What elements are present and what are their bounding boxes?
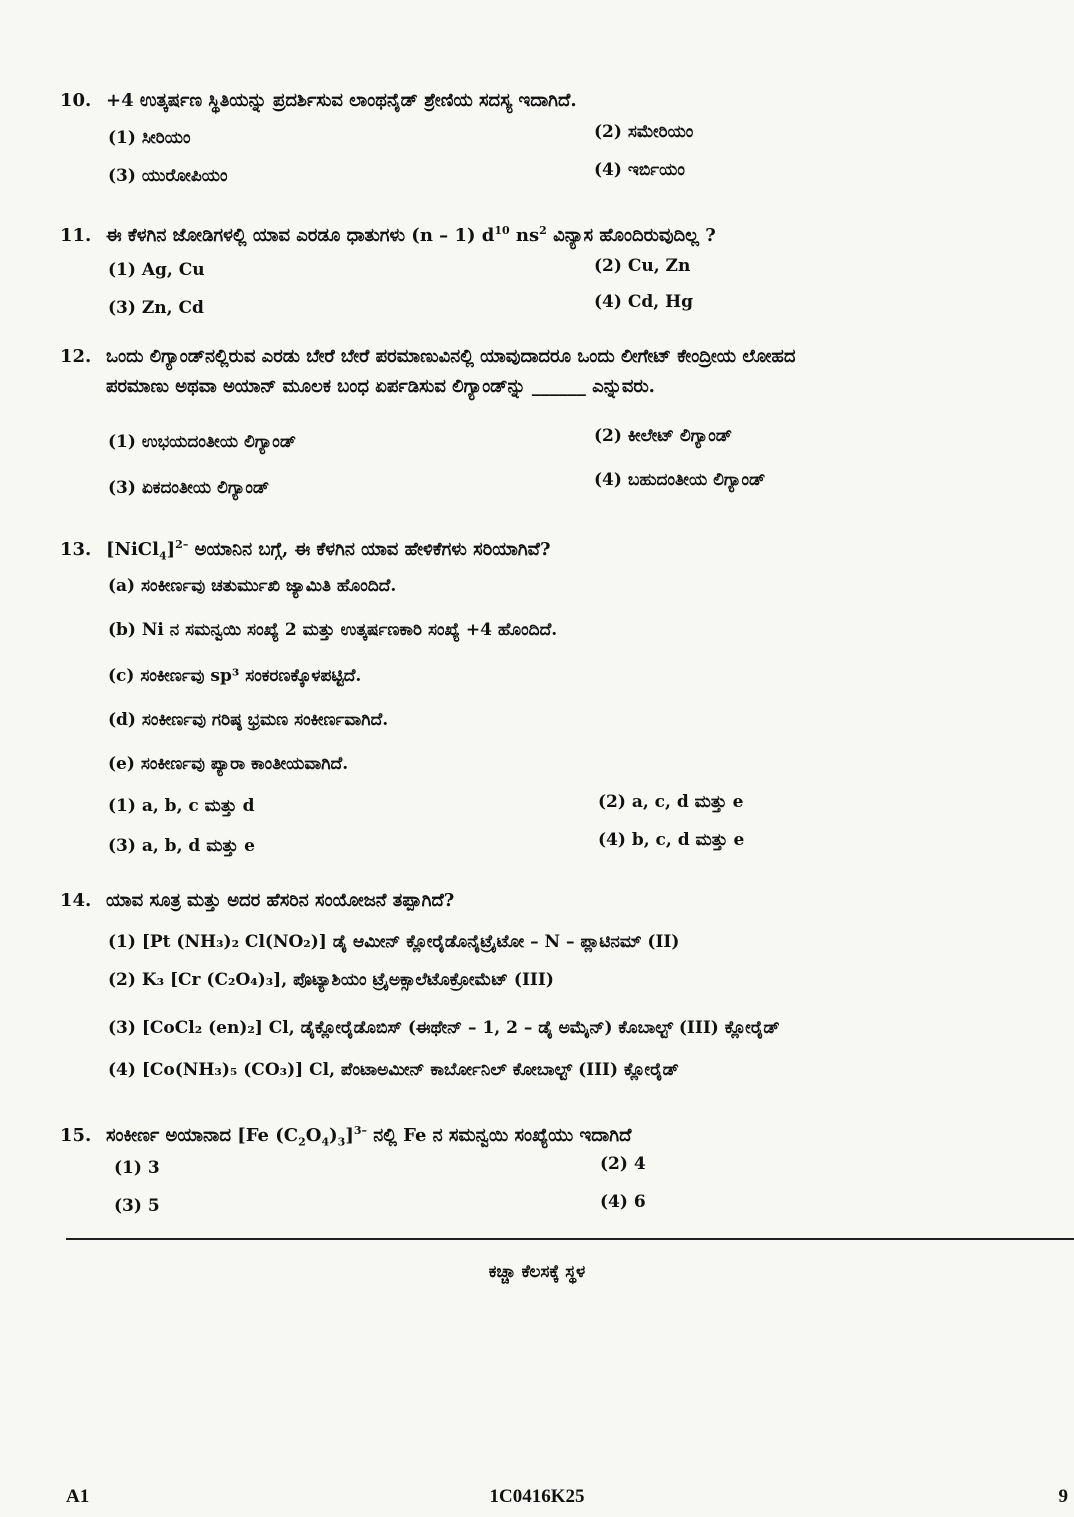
question-13: [60, 530, 1054, 572]
statement-e: (e) ಸಂಕೀರ್ಣವು ಪ್ಯಾರಾ ಕಾಂತೀಯವಾಗಿದೆ.: [108, 754, 349, 774]
subscript: 2: [298, 1135, 306, 1149]
question-text: ns: [509, 225, 540, 246]
option-1: (1) a, b, c ಮತ್ತು d: [108, 796, 255, 816]
question-text: ಯಾವ ಸೂತ್ರ ಮತ್ತು ಅದರ ಹೆಸರಿನ ಸಂಯೋಜನೆ ತಪ್ಪಾಗಿದೆ?: [106, 890, 455, 911]
subscript: 4: [321, 1135, 330, 1149]
question-text: O: [305, 1125, 322, 1146]
question-number: 11.: [60, 225, 92, 246]
option-3: (3) ಯುರೋಪಿಯಂ: [108, 166, 228, 186]
question-text: [NiCl: [106, 539, 159, 560]
question-10: [60, 86, 1054, 116]
question-15: [60, 1116, 1054, 1158]
question-11: [60, 216, 1054, 251]
option-3: (3) [CoCl₂ (en)₂] Cl, ಡೈಕ್ಲೋರೈಡೊಬಿಸ್ (ಈಥೇನ್ – 1, 2 – ಡೈ ಅಮೈನ್) ಕೊಬಾಲ್ಟ್ (III) ಕ್ಲೋರೈಡ್: [108, 1018, 780, 1038]
statement-a: (a) ಸಂಕೀರ್ಣವು ಚತುರ್ಮುಖಿ ಜ್ಯಾಮಿತಿ ಹೊಂದಿದೆ.: [108, 576, 397, 596]
question-text: ವಿನ್ಯಾಸ ಹೊಂದಿರುವುದಿಲ್ಲ ?: [546, 225, 716, 246]
option-4: (4) ಇರ್ಬಿಯಂ: [594, 160, 685, 180]
superscript: 10: [494, 224, 510, 237]
question-text: ಈ ಕೆಳಗಿನ ಜೋಡಿಗಳಲ್ಲಿ ಯಾವ ಎರಡೂ ಧಾತುಗಳು (n – 1) d: [106, 225, 495, 246]
question-number: 12.: [60, 346, 92, 367]
option-4: (4) Cd, Hg: [594, 292, 694, 312]
page-number: 9: [1058, 1486, 1068, 1507]
question-text: ಸಂಕೀರ್ಣ ಅಯಾನಾದ [Fe (C: [106, 1125, 299, 1146]
option-4: (4) [Co(NH₃)₅ (CO₃)] Cl, ಪೆಂಟಾಅಮೀನ್ ಕಾರ್ಬೋನಿಲ್ ಕೋಬಾಲ್ಟ್ (III) ಕ್ಲೋರೈಡ್: [108, 1060, 679, 1080]
question-text: +4 ಉತ್ಕರ್ಷಣ ಸ್ಥಿತಿಯನ್ನು ಪ್ರದರ್ಶಿಸುವ ಲಾಂಥನೈಡ್ ಶ್ರೇಣಿಯ ಸದಸ್ಯ ಇದಾಗಿದೆ.: [106, 90, 577, 111]
rough-work-label: ಕಚ್ಚಾ ಕೆಲಸಕ್ಕೆ ಸ್ಥಳ: [488, 1262, 586, 1282]
question-12-stem-line-2: [60, 372, 1054, 402]
question-number: 14.: [60, 890, 92, 911]
option-4: (4) b, c, d ಮತ್ತು e: [598, 830, 745, 850]
divider: [66, 1238, 1074, 1240]
option-2: (2) 4: [600, 1154, 646, 1174]
option-1: (1) Ag, Cu: [108, 260, 205, 280]
superscript: 2–: [175, 538, 189, 551]
option-3: (3) 5: [114, 1196, 160, 1216]
booklet-code: A1: [66, 1486, 90, 1507]
option-3: (3) ಏಕದಂತೀಯ ಲಿಗ್ಯಾಂಡ್: [108, 478, 270, 498]
option-4: (4) ಬಹುದಂತೀಯ ಲಿಗ್ಯಾಂಡ್: [594, 470, 766, 490]
question-12-stem-line-1: [60, 342, 1054, 372]
question-text: ನಲ್ಲಿ Fe ನ ಸಮನ್ವಯಿ ಸಂಖ್ಯೆಯು ಇದಾಗಿದೆ: [367, 1125, 632, 1146]
question-number: 15.: [60, 1125, 92, 1146]
question-11-stem: [60, 216, 1054, 251]
superscript: 2: [539, 224, 547, 237]
option-2: (2) ಸಮೇರಿಯಂ: [594, 122, 694, 142]
question-text: ): [329, 1125, 338, 1146]
option-2: (2) Cu, Zn: [594, 256, 691, 276]
superscript: 3–: [353, 1124, 367, 1137]
question-12: [60, 342, 1054, 402]
question-10-stem: [60, 86, 1054, 116]
question-14: [60, 886, 1054, 916]
option-4: (4) 6: [600, 1192, 646, 1212]
question-13-stem: [60, 530, 1054, 572]
option-1: (1) ಸೀರಿಯಂ: [108, 128, 191, 148]
question-text: ಪರಮಾಣು ಅಥವಾ ಅಯಾನ್ ಮೂಲಕ ಬಂಧ ಏರ್ಪಡಿಸುವ ಲಿಗ್ಯಾಂಡ್‌ನ್ನು ______ ಎನ್ನುವರು.: [106, 376, 655, 397]
option-3: (3) a, b, d ಮತ್ತು e: [108, 836, 255, 856]
option-2: (2) a, c, d ಮತ್ತು e: [598, 792, 744, 812]
statement-b: (b) Ni ನ ಸಮನ್ವಯಿ ಸಂಖ್ಯೆ 2 ಮತ್ತು ಉತ್ಕರ್ಷಣಕಾರಿ ಸಂಖ್ಯೆ +4 ಹೊಂದಿದೆ.: [108, 620, 558, 640]
option-2: (2) K₃ [Cr (C₂O₄)₃], ಪೊಟ್ಯಾಶಿಯಂ ಟ್ರೈಅಕ್ಸಾಲೆಟೊಕ್ರೋಮೆಟ್ (III): [108, 970, 554, 990]
question-text: ]: [345, 1125, 354, 1146]
subscript: 3: [337, 1135, 346, 1149]
question-text: ಅಯಾನಿನ ಬಗ್ಗೆ, ಈ ಕೆಳಗಿನ ಯಾವ ಹೇಳಿಕೆಗಳು ಸರಿಯಾಗಿವೆ?: [188, 539, 551, 560]
statement-c: (c) ಸಂಕೀರ್ಣವು sp³ ಸಂಕರಣಕ್ಕೊಳಪಟ್ಟಿದೆ.: [108, 666, 362, 686]
subscript: 4: [158, 549, 167, 563]
option-1: (1) 3: [114, 1158, 160, 1178]
question-text: ]: [166, 539, 176, 560]
statement-d: (d) ಸಂಕೀರ್ಣವು ಗರಿಷ್ಠ ಭ್ರಮಣ ಸಂಕೀರ್ಣವಾಗಿದೆ.: [108, 710, 389, 730]
question-text: ಒಂದು ಲಿಗ್ಯಾಂಡ್‌ನಲ್ಲಿರುವ ಎರಡು ಬೇರೆ ಬೇರೆ ಪರಮಾಣುವಿನಲ್ಲಿ ಯಾವುದಾದರೂ ಒಂದು ಲೀಗೇಟ್ ಕೇಂದ್ರೀಯ ಲೋಹದ: [106, 346, 796, 367]
option-2: (2) ಕೀಲೇಟ್ ಲಿಗ್ಯಾಂಡ್: [594, 426, 733, 446]
option-3: (3) Zn, Cd: [108, 298, 204, 318]
question-number: 13.: [60, 539, 92, 560]
option-1: (1) ಉಭಯದಂತೀಯ ಲಿಗ್ಯಾಂಡ್: [108, 432, 297, 452]
question-14-stem: [60, 886, 1054, 916]
option-1: (1) [Pt (NH₃)₂ Cl(NO₂)] ಡೈ ಆಮೀನ್ ಕ್ಲೋರೈಡೊನೈಟ್ರೈಟೋ – N – ಪ್ಲಾಟಿನಮ್ (II): [108, 932, 680, 952]
question-15-stem: [60, 1116, 1054, 1158]
question-number: 10.: [60, 90, 92, 111]
paper-code: 1C0416K25: [489, 1486, 585, 1507]
